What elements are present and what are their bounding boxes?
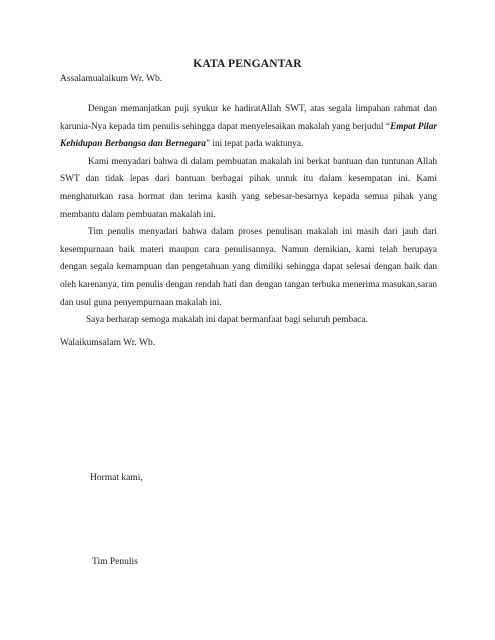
signature-line: Hormat kami, [90, 473, 143, 483]
signature-name: Tim Penulis [92, 557, 138, 567]
paragraph-2: Kami menyadari bahwa di dalam pembuatan makalah ini berkat bantuan dan tuntunan Allah SWT dan tidak lepas dari bantuan berbagai pihak untuk itu dalam kesempatan ini. Kami menghaturkan rasa hormat dan terima kasih yang sebesar-besarnya kepada semua pihak yang membantu dalam pembuatan makalah ini. [60, 156, 437, 220]
paragraph-3: Tim penulis menyadari bahwa dalam proses penulisan makalah ini masih dari jauh dari kesempurnaan baik materi maupun cara penulisannya. Namun demikian, kami telah berupaya dengan segala kemampuan dan pengetahuan yang dimiliki sehingga dapat selesai dengan baik dan oleh karenanya, tim penulis dengan rendah hati dan dengan tangan terbuka menerima masukan,saran dan usul guna penyempurnaan makalah ini. [60, 227, 437, 308]
paragraph-1-after: ” ini tepat pada waktunya. [205, 139, 304, 150]
paragraph-4: Saya berharap semoga makalah ini dapat bermanfaat bagi seluruh pembaca. [86, 315, 368, 326]
opening-greeting: Assalamualaikum Wr. Wb. [60, 74, 163, 84]
page-title: KATA PENGANTAR [193, 58, 302, 70]
paragraph-1 [60, 101, 437, 154]
paragraph-1-before: Dengan memanjatkan puji syukur ke hadiratAllah SWT, atas segala limpahan rahmat dan karunia-Nya kepada tim penulis sehingga dapat menyelesaikan makalah yang berjudul “ [60, 104, 437, 132]
closing-greeting: Walaikumsalam Wr. Wb. [60, 338, 156, 348]
document-body [60, 101, 437, 330]
paper-title-emphasis: Empat Pilar Kehidupan Berbangsa dan Bernegara [60, 121, 437, 150]
